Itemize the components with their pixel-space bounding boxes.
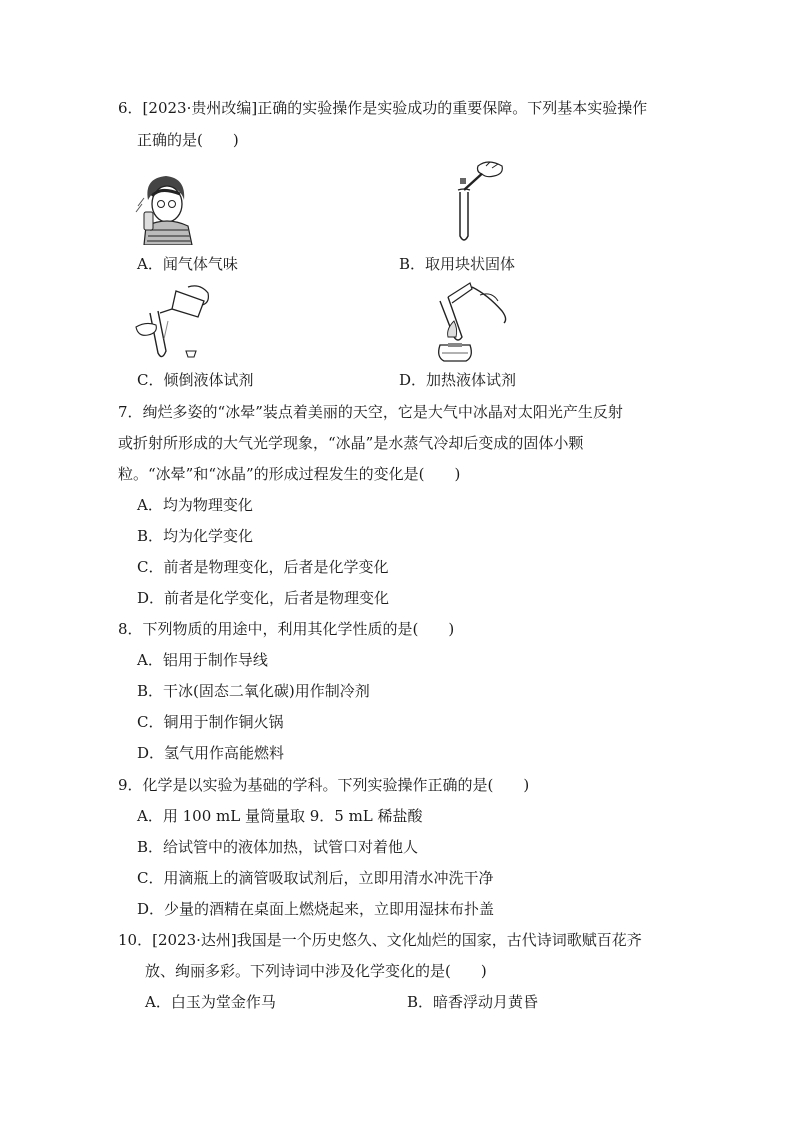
q7-option-d: D．前者是化学变化，后者是物理变化 <box>137 589 390 607</box>
heat-liquid-illustration <box>418 281 518 363</box>
smell-gas-illustration <box>130 170 200 245</box>
block-solid-illustration <box>438 158 510 246</box>
q8-stem: 8．下列物质的用途中，利用其化学性质的是( ) <box>118 620 455 638</box>
q9-option-d: D．少量的酒精在桌面上燃烧起来，立即用湿抹布扑盖 <box>137 900 495 918</box>
q10-stem-line1: 10．[2023·达州]我国是一个历史悠久、文化灿烂的国家，古代诗词歌赋百花齐 <box>118 931 642 949</box>
q9-stem: 9．化学是以实验为基础的学科。下列实验操作正确的是( ) <box>118 776 530 794</box>
q9-option-b: B．给试管中的液体加热，试管口对着他人 <box>137 838 419 856</box>
q6-stem-line2: 正确的是( ) <box>137 131 239 149</box>
q7-stem-line2: 或折射所形成的大气光学现象，“冰晶”是水蒸气冷却后变成的固体小颗 <box>118 434 584 452</box>
q9-option-a: A．用 100 mL 量筒量取 9．5 mL 稀盐酸 <box>137 807 423 825</box>
q8-option-b: B．干冰(固态二氧化碳)用作制冷剂 <box>137 682 370 700</box>
q7-stem-line3: 粒。“冰晕”和“冰晶”的形成过程发生的变化是( ) <box>118 465 461 483</box>
q6-option-a: A．闻气体气味 <box>137 255 238 273</box>
q7-option-a: A．均为物理变化 <box>137 496 253 514</box>
q6-option-d: D．加热液体试剂 <box>399 371 517 389</box>
q6-option-b: B．取用块状固体 <box>399 255 516 273</box>
q7-stem-line1: 7．绚烂多姿的“冰晕”装点着美丽的天空，它是大气中冰晶对太阳光产生反射 <box>118 403 623 421</box>
q8-option-a: A．铝用于制作导线 <box>137 651 268 669</box>
q10-option-a: A．白玉为堂金作马 <box>145 993 276 1011</box>
q6-option-c: C．倾倒液体试剂 <box>137 371 254 389</box>
q7-option-b: B．均为化学变化 <box>137 527 254 545</box>
q6-stem-line1: 6．[2023·贵州改编]正确的实验操作是实验成功的重要保障。下列基本实验操作 <box>118 99 648 117</box>
q7-option-c: C．前者是物理变化，后者是化学变化 <box>137 558 389 576</box>
q8-option-c: C．铜用于制作铜火锅 <box>137 713 284 731</box>
q10-stem-line2: 放、绚丽多彩。下列诗词中涉及化学变化的是( ) <box>145 962 487 980</box>
q9-option-c: C．用滴瓶上的滴管吸取试剂后，立即用清水冲洗干净 <box>137 869 494 887</box>
pour-liquid-illustration <box>128 283 218 361</box>
q10-option-b: B．暗香浮动月黄昏 <box>407 993 539 1011</box>
q8-option-d: D．氢气用作高能燃料 <box>137 744 285 762</box>
